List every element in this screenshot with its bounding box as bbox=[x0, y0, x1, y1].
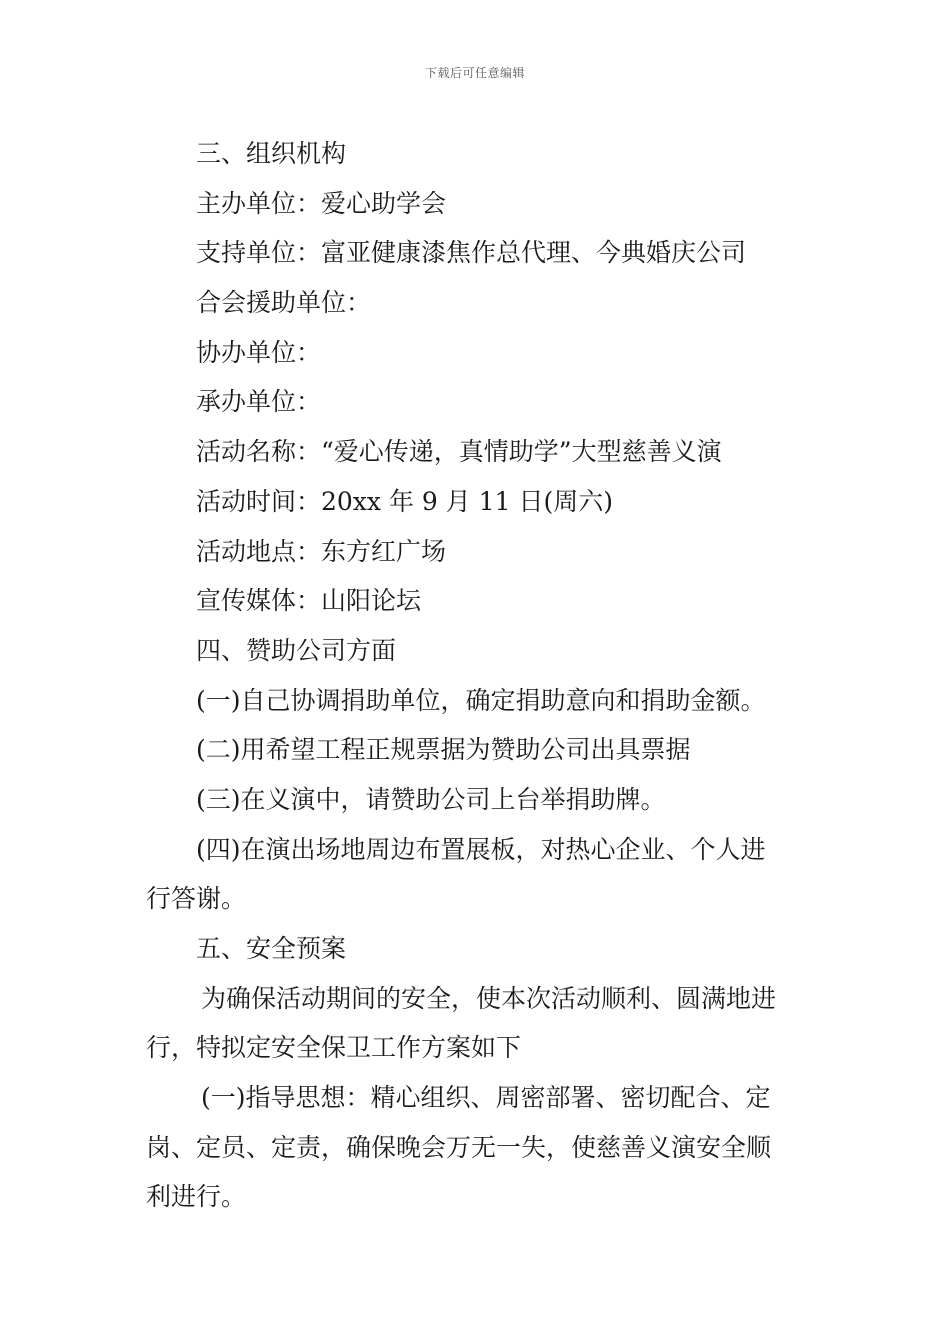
list-item-sponsor-4-cont: 行答谢。 bbox=[146, 884, 247, 914]
list-item-sponsor-3: (三)在义演中，请赞助公司上台举捐助牌。 bbox=[196, 784, 666, 814]
list-item-sponsor-1: (一)自己协调捐助单位，确定捐助意向和捐助金额。 bbox=[196, 685, 766, 715]
list-item-guiding-thought-cont-2: 利进行。 bbox=[146, 1182, 247, 1212]
section-heading-organization: 三、组织机构 bbox=[196, 139, 347, 168]
paragraph-media: 宣传媒体：山阳论坛 bbox=[196, 586, 422, 616]
paragraph-aid-unit: 合会援助单位： bbox=[196, 288, 372, 318]
section-heading-safety: 五、安全预案 bbox=[196, 934, 347, 963]
list-item-sponsor-2: (二)用希望工程正规票据为赞助公司出具票据 bbox=[196, 735, 691, 765]
paragraph-safety-intro: 为确保活动期间的安全，使本次活动顺利、圆满地进 bbox=[201, 983, 777, 1013]
paragraph-co-organizer: 协办单位： bbox=[196, 337, 322, 367]
list-item-guiding-thought: (一)指导思想：精心组织、周密部署、密切配合、定 bbox=[201, 1083, 771, 1113]
page-header-note: 下载后可任意编辑 bbox=[424, 66, 525, 80]
document-body bbox=[146, 129, 808, 1222]
section-heading-sponsors: 四、赞助公司方面 bbox=[196, 635, 397, 665]
paragraph-event-venue: 活动地点：东方红广场 bbox=[196, 536, 447, 566]
paragraph-safety-intro-cont: 行，特拟定安全保卫工作方案如下 bbox=[146, 1033, 522, 1063]
paragraph-host-unit: 主办单位：爱心助学会 bbox=[196, 188, 447, 218]
paragraph-event-time: 活动时间：20xx 年 9 月 11 日(周六) bbox=[196, 486, 613, 516]
list-item-sponsor-4: (四)在演出场地周边布置展板，对热心企业、个人进 bbox=[196, 834, 766, 864]
paragraph-undertaker: 承办单位： bbox=[196, 387, 322, 417]
paragraph-support-unit: 支持单位：富亚健康漆焦作总代理、今典婚庆公司 bbox=[196, 238, 747, 268]
paragraph-event-name: 活动名称：“爱心传递，真情助学”大型慈善义演 bbox=[196, 437, 722, 467]
list-item-guiding-thought-cont-1: 岗、定员、定责，确保晚会万无一失，使慈善义演安全顺 bbox=[146, 1132, 772, 1162]
